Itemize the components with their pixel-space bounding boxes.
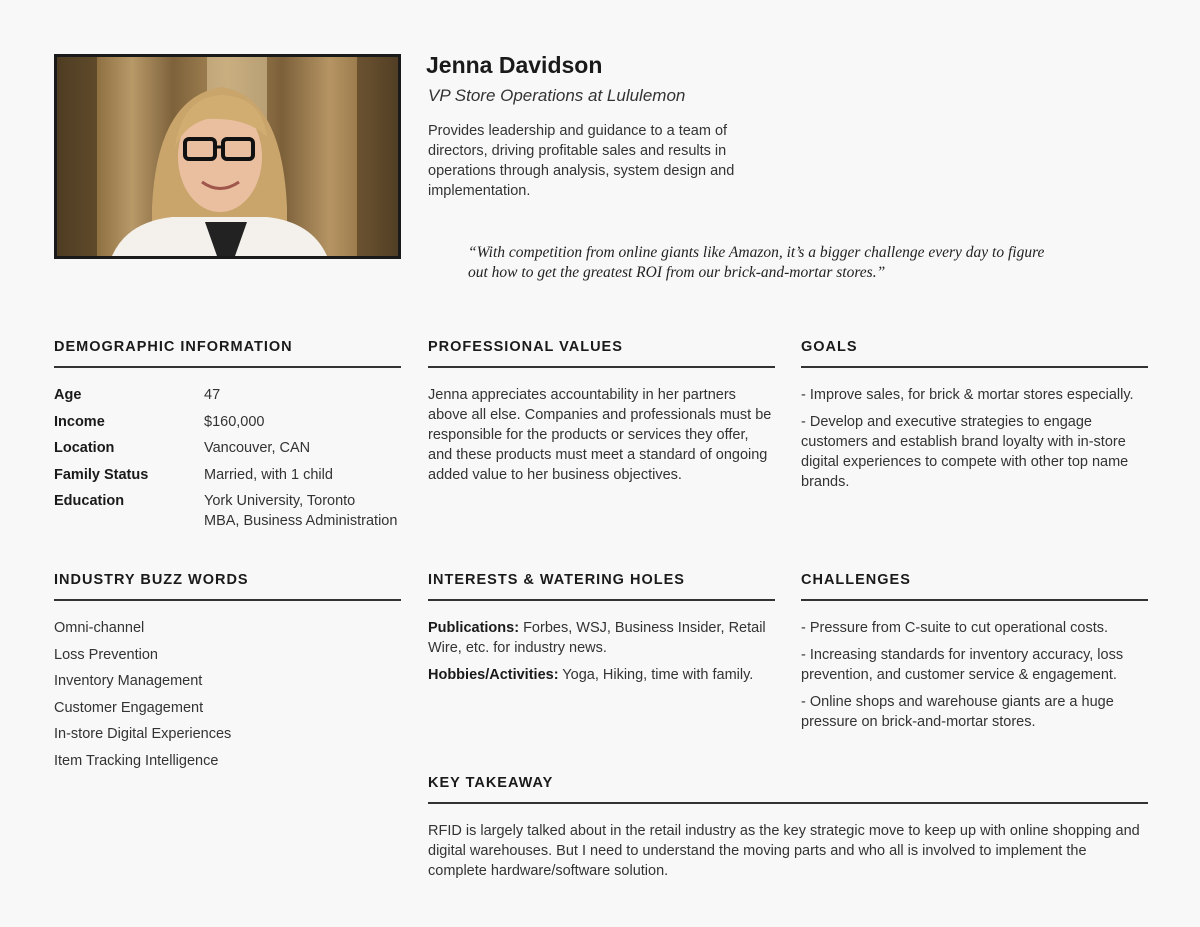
section-heading: CHALLENGES (801, 572, 1148, 601)
challenge-item: - Pressure from C-suite to cut operational costs. (801, 620, 1109, 636)
persona-role: VP Store Operations at Lululemon (428, 86, 686, 105)
section-heading: GOALS (801, 339, 1148, 368)
challenge-item: - Increasing standards for inventory accuracy, loss prevention, and customer service & engagement. (801, 647, 1124, 683)
education-degree: MBA, Business Administration (204, 513, 398, 529)
demographic-label: Age (54, 387, 82, 403)
education-school: York University, Toronto (204, 493, 356, 509)
interest-text: Forbes, WSJ, Business Insider, Retail Wire, etc. for industry news. (428, 620, 766, 656)
demographic-value: Married, with 1 child (204, 466, 333, 483)
professional-values-section (428, 339, 775, 485)
demographic-value: Vancouver, CAN (204, 440, 311, 456)
section-heading: PROFESSIONAL VALUES (428, 339, 775, 368)
demographic-label: Education (54, 493, 125, 509)
buzz-word: Inventory Management (54, 673, 203, 689)
goal-item: - Develop and executive strategies to engage customers and establish brand loyalty with in-store digital experiences to compete with other top name brands. (801, 414, 1129, 490)
section-heading: DEMOGRAPHIC INFORMATION (54, 339, 401, 368)
interests-section (428, 572, 775, 692)
challenge-item: - Online shops and warehouse giants are a huge pressure on brick-and-mortar stores. (801, 694, 1114, 730)
demographic-value (204, 491, 401, 531)
demographic-row-location (54, 438, 401, 458)
demographic-value: 47 (204, 387, 221, 403)
demographic-value: $160,000 (204, 413, 265, 430)
buzz-word: Omni-channel (54, 620, 145, 636)
demographic-label: Family Status (54, 466, 149, 483)
interest-item-hobbies (428, 665, 775, 685)
interest-text: Yoga, Hiking, time with family. (558, 667, 754, 683)
buzz-words-section (54, 572, 401, 777)
demographic-row-income (54, 412, 401, 432)
demographic-row-family-status (54, 465, 401, 485)
demographic-section (54, 339, 401, 538)
persona-bio: Provides leadership and guidance to a team of directors, driving profitable sales and results in operations through analysis, system design and implementation. (428, 123, 735, 199)
key-takeaway-section (428, 775, 1148, 881)
portrait-image (57, 57, 398, 256)
section-heading: KEY TAKEAWAY (428, 775, 1148, 804)
buzz-word: Customer Engagement (54, 699, 204, 716)
interest-label: Hobbies/Activities: (428, 667, 559, 683)
goals-section (801, 339, 1148, 499)
interest-item-publications (428, 618, 775, 658)
section-heading: INDUSTRY BUZZ WORDS (54, 572, 401, 601)
section-heading: INTERESTS & WATERING HOLES (428, 572, 775, 601)
interest-label: Publications: (428, 620, 520, 636)
profile-photo (54, 54, 401, 259)
goal-item: - Improve sales, for brick & mortar stores especially. (801, 387, 1134, 403)
buzz-word: Loss Prevention (54, 646, 158, 663)
demographic-row-education (54, 491, 401, 531)
demographic-label: Income (54, 413, 105, 430)
buzz-word: Item Tracking Intelligence (54, 752, 219, 769)
challenges-section (801, 572, 1148, 739)
demographic-row-age (54, 385, 401, 405)
persona-quote: “With competition from online giants like Amazon, it’s a bigger challenge every day to figure out how to get the greatest ROI from our brick-and-mortar stores.” (468, 244, 1045, 281)
professional-values-text: Jenna appreciates accountability in her partners above all else. Companies and professionals must be responsible for the products or services they offer, and these products must meet a standard of ongoing added value to her business objectives. (428, 387, 772, 483)
demographic-label: Location (54, 440, 115, 456)
key-takeaway-text: RFID is largely talked about in the retail industry as the key strategic move to keep up with online shopping and digital warehouses. But I need to understand the moving parts and who all is involved to implement the complete hardware/software solution. (428, 823, 1140, 879)
persona-name: Jenna Davidson (426, 52, 603, 78)
buzz-word: In-store Digital Experiences (54, 726, 232, 742)
